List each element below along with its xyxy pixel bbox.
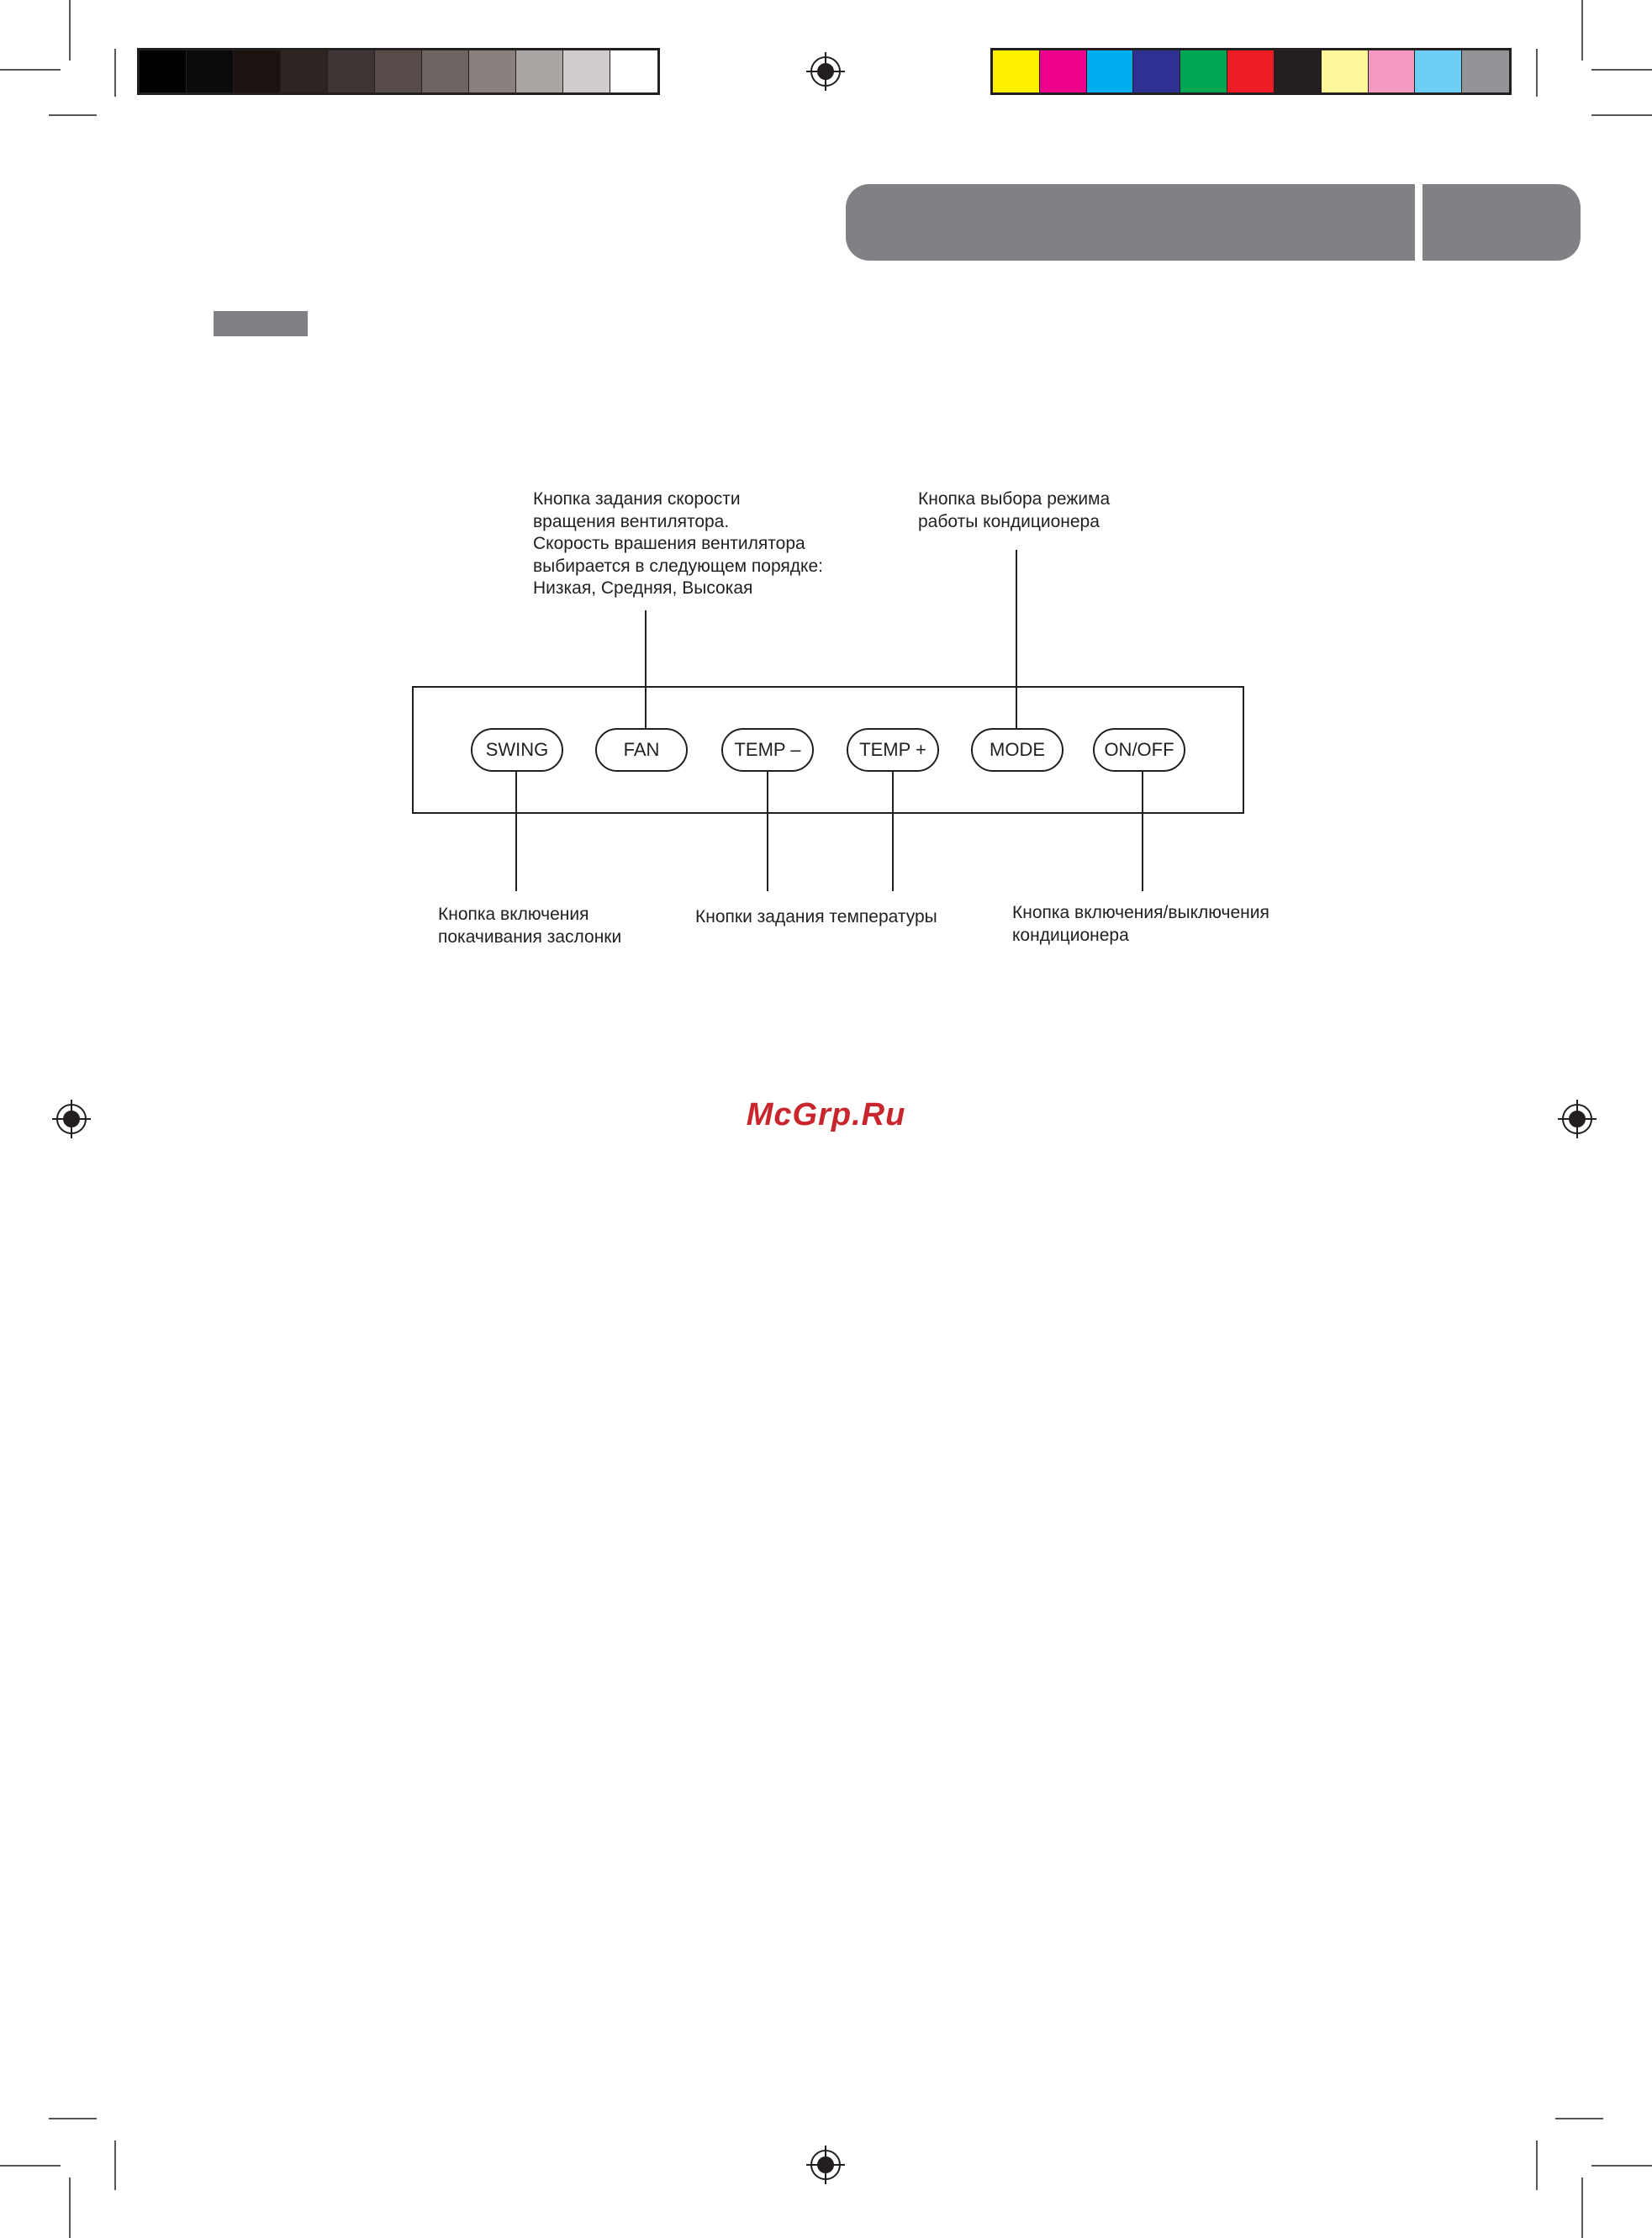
mode-annotation: Кнопка выбора режима работы кондиционера	[918, 489, 1111, 531]
fan-button[interactable]: FAN	[595, 728, 688, 772]
watermark: McGrp.Ru	[746, 1097, 906, 1132]
on-off-button[interactable]: ON/OFF	[1093, 728, 1185, 772]
swing-annotation: Кнопка включения покачивания заслонки	[438, 905, 622, 947]
swing-button[interactable]: SWING	[471, 728, 563, 772]
temp-minus-button[interactable]: TEMP –	[721, 728, 814, 772]
fan-annotation: Кнопка задания скорости вращения вентилятора. Скорость врашения вентилятора выбирается в следующем порядке: Низкая, Средняя, Высокая	[533, 489, 823, 598]
temp-annotation: Кнопки задания температуры	[695, 907, 937, 926]
temp-plus-button[interactable]: TEMP +	[847, 728, 939, 772]
mode-button[interactable]: MODE	[971, 728, 1064, 772]
on-off-annotation: Кнопка включения/выключения кондиционера	[1012, 903, 1269, 945]
